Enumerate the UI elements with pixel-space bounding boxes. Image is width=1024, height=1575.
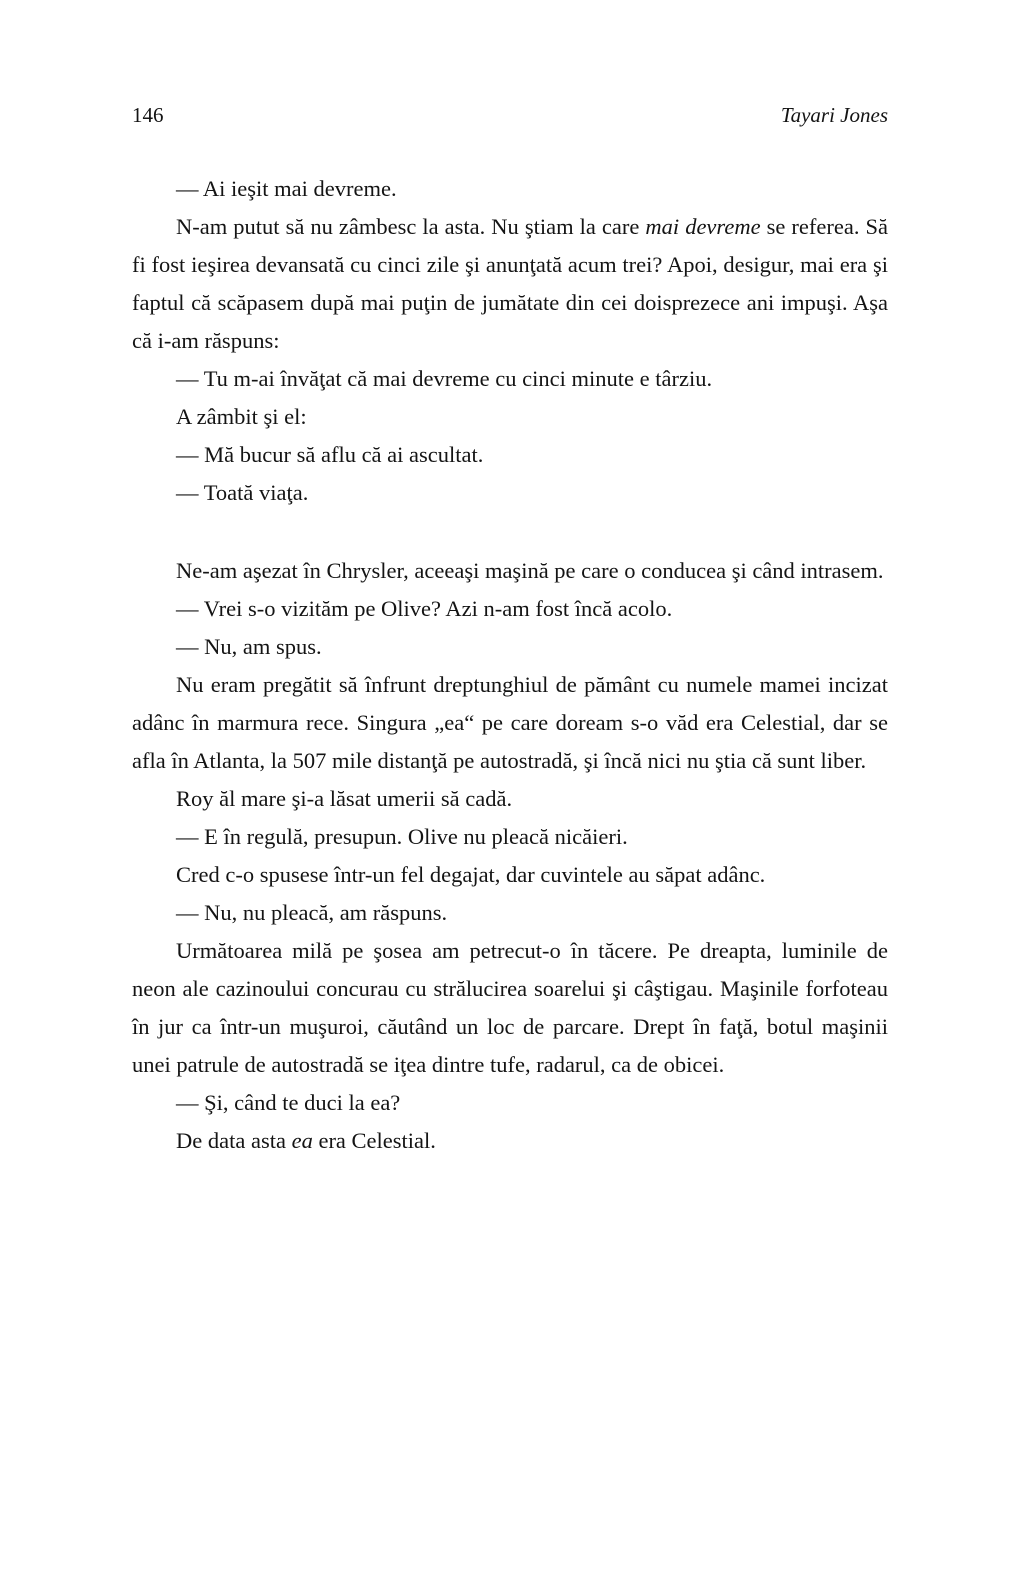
text-segment: A zâmbit şi el: bbox=[176, 404, 307, 429]
text-segment: — Ai ieşit mai devreme. bbox=[176, 176, 397, 201]
paragraph bbox=[132, 360, 888, 398]
text-segment: — Nu, nu pleacă, am răspuns. bbox=[176, 900, 448, 925]
text-segment: — Nu, am spus. bbox=[176, 634, 322, 659]
paragraph bbox=[132, 628, 888, 666]
text-segment: Ne-am aşezat în Chrysler, aceeaşi maşină pe care o conducea şi când intrasem. bbox=[176, 558, 884, 583]
text-segment: — Vrei s-o vizităm pe Olive? Azi n-am fost încă acolo. bbox=[176, 596, 673, 621]
page-header bbox=[132, 102, 888, 128]
author-running-head: Tayari Jones bbox=[780, 103, 888, 127]
paragraph bbox=[132, 436, 888, 474]
paragraph bbox=[132, 552, 888, 590]
text-segment: — Tu m-ai învăţat că mai devreme cu cinci minute e târziu. bbox=[176, 366, 713, 391]
text-segment: — Şi, când te duci la ea? bbox=[176, 1090, 401, 1115]
paragraph bbox=[132, 894, 888, 932]
paragraph bbox=[132, 780, 888, 818]
paragraph bbox=[132, 474, 888, 512]
page-body bbox=[132, 170, 888, 1160]
text-segment: era Celestial. bbox=[312, 1128, 436, 1153]
paragraph bbox=[132, 1084, 888, 1122]
paragraph bbox=[132, 856, 888, 894]
paragraph bbox=[132, 208, 888, 360]
text-segment: — E în regulă, presupun. Olive nu pleacă nicăieri. bbox=[176, 824, 628, 849]
italic-text: mai devreme bbox=[645, 214, 761, 239]
paragraph bbox=[132, 1122, 888, 1160]
page-number: 146 bbox=[132, 103, 164, 127]
text-segment: — Mă bucur să aflu că ai ascultat. bbox=[176, 442, 484, 467]
text-segment: Următoarea milă pe şosea am petrecut-o în tăcere. Pe dreapta, luminile de neon ale cazinoului concurau cu strălucirea soarelui şi câştigau. Maşinile forfoteau în jur ca într-un muşuroi, căutând un loc de parcare. Drept în faţă, botul maşinii unei patrule de autostradă se iţea dintre tufe, radarul, ca de obicei. bbox=[132, 938, 888, 1077]
text-segment: Roy ăl mare şi-a lăsat umerii să cadă. bbox=[176, 786, 513, 811]
paragraph bbox=[132, 932, 888, 1084]
italic-text: ea bbox=[291, 1128, 313, 1153]
text-segment: Cred c-o spusese într-un fel degajat, dar cuvintele au săpat adânc. bbox=[176, 862, 766, 887]
text-segment: — Toată viaţa. bbox=[176, 480, 309, 505]
paragraph bbox=[132, 398, 888, 436]
paragraph bbox=[132, 590, 888, 628]
text-segment: De data asta bbox=[176, 1128, 292, 1153]
text-segment: se referea. Să fi fost ieşirea devansată cu cinci zile şi anunţată acum trei? Apoi, desigur, mai era şi faptul că scăpasem după mai puţin de jumătate din cei doisprezece ani impuşi. Aşa că i-am răspuns: bbox=[132, 214, 888, 353]
text-segment: N-am putut să nu zâmbesc la asta. Nu ştiam la care bbox=[176, 214, 646, 239]
paragraph bbox=[132, 818, 888, 856]
text-segment: Nu eram pregătit să înfrunt dreptunghiul de pământ cu numele mamei incizat adânc în marmura rece. Singura „ea“ pe care doream s-o văd era Celestial, dar se afla în Atlanta, la 507 mile distanţă pe autostradă, şi încă nici nu ştia că sunt liber. bbox=[132, 672, 888, 773]
paragraph bbox=[132, 170, 888, 208]
paragraph bbox=[132, 666, 888, 780]
